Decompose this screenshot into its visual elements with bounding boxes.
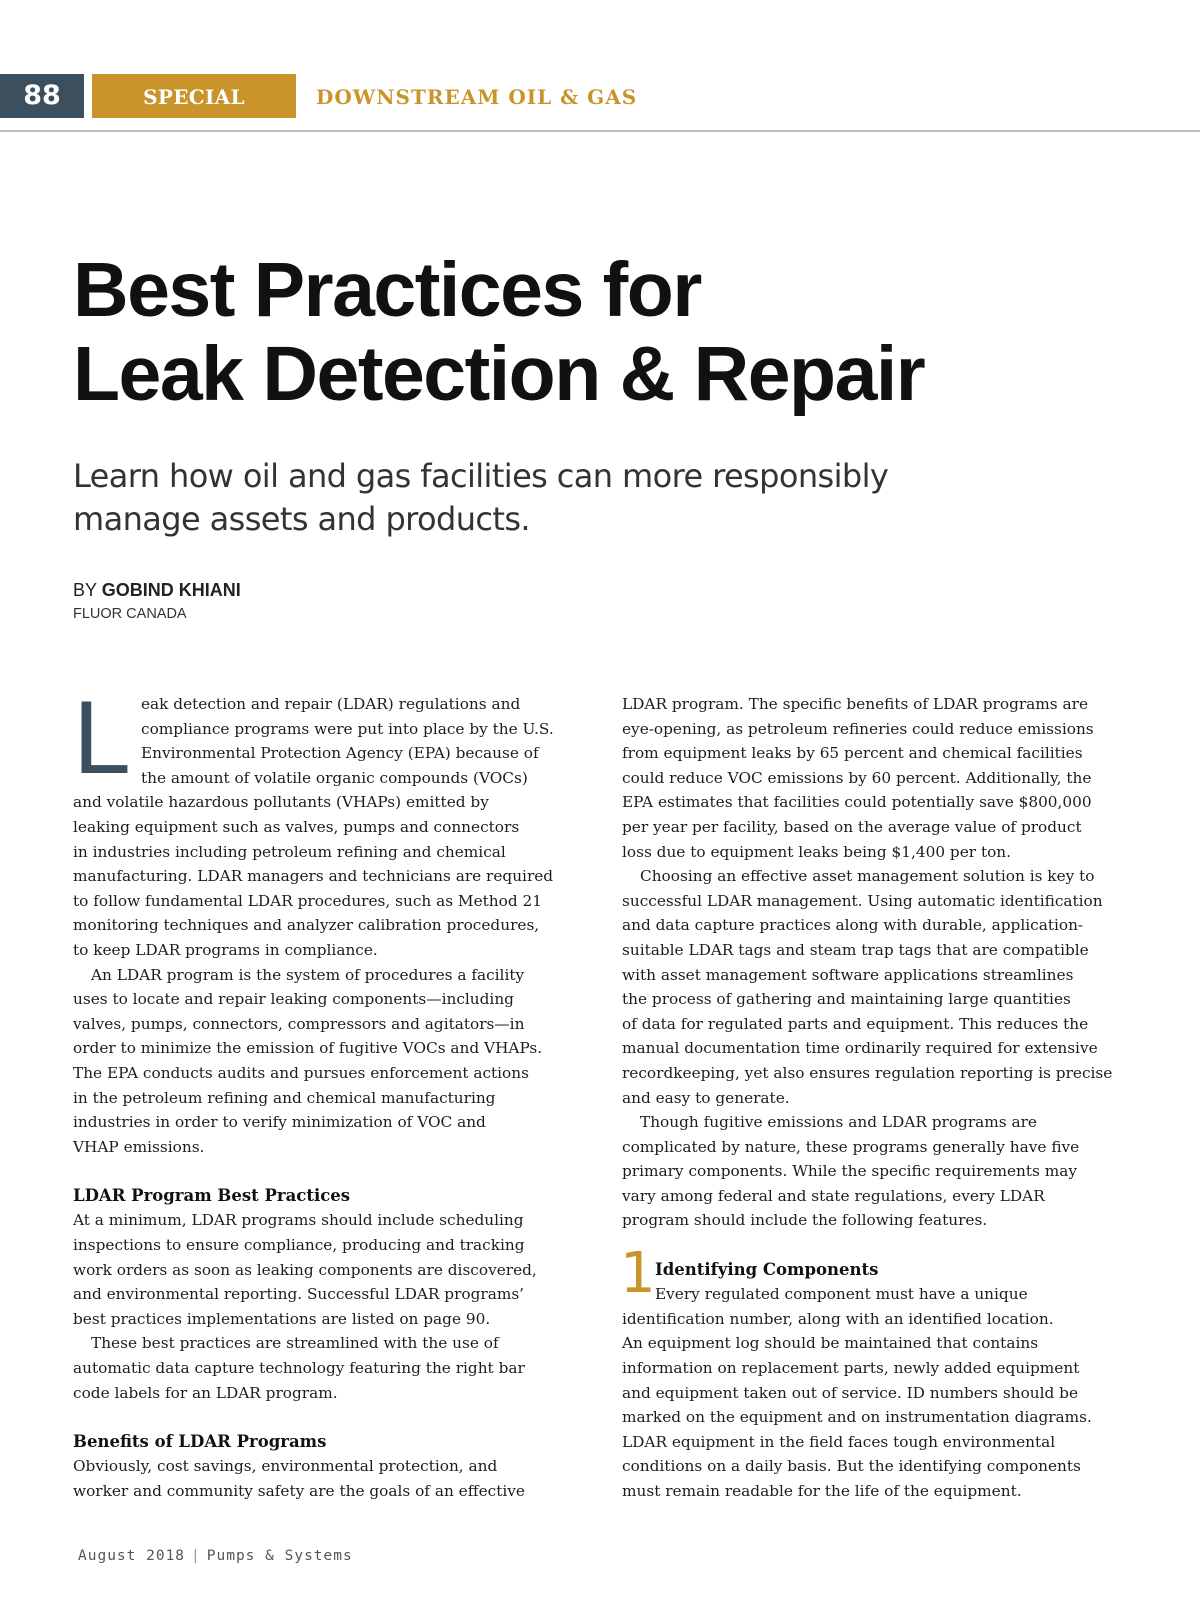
text-line: to keep LDAR programs in compliance. <box>73 940 378 959</box>
text-line: with asset management software applications streamlines <box>622 965 1074 984</box>
text-line: and environmental reporting. Successful LDAR programs’ <box>73 1285 525 1304</box>
text-line: Environmental Protection Agency (EPA) because of <box>141 744 539 763</box>
text-line: An equipment log should be maintained that contains <box>622 1334 1039 1353</box>
text-line: the amount of volatile organic compounds (VOCs) <box>141 768 528 787</box>
text-line: manufacturing. LDAR managers and technicians are required <box>73 867 554 886</box>
text-line: and easy to generate. <box>622 1088 790 1107</box>
text-line: could reduce VOC emissions by 60 percent. Additionally, the <box>622 768 1092 787</box>
author-name: GOBIND KHIANI <box>101 580 241 600</box>
text-line: The EPA conducts audits and pursues enforcement actions <box>73 1063 529 1082</box>
text-line: suitable LDAR tags and steam trap tags that are compatible <box>622 940 1089 959</box>
article-title-line: Best Practices for <box>73 247 701 333</box>
text-line: best practices implementations are listed on page 90. <box>73 1309 491 1328</box>
text-line: per year per facility, based on the average value of product <box>622 817 1082 836</box>
text-line: and volatile hazardous pollutants (VHAPs) emitted by <box>73 793 489 812</box>
text-line: primary components. While the specific requirements may <box>622 1162 1077 1181</box>
text-line: to follow fundamental LDAR procedures, such as Method 21 <box>73 891 542 910</box>
text-line: information on replacement parts, newly added equipment <box>622 1359 1080 1378</box>
text-line: vary among federal and state regulations, every LDAR <box>622 1186 1045 1205</box>
section-subhead: LDAR Program Best Practices <box>73 1185 351 1205</box>
article-title-line: Leak Detection & Repair <box>73 331 925 417</box>
text-line: in the petroleum refining and chemical manufacturing <box>73 1088 496 1107</box>
byline-prefix: BY <box>73 580 97 600</box>
article-title <box>73 248 1073 416</box>
right-column <box>622 692 1130 1504</box>
text-line: VHAP emissions. <box>73 1137 205 1156</box>
text-line: worker and community safety are the goals of an effective <box>73 1482 525 1500</box>
text-line: the process of gathering and maintaining large quantities <box>622 990 1071 1009</box>
author-affiliation: FLUOR CANADA <box>73 606 187 622</box>
text-line: An LDAR program is the system of procedures a facility <box>91 965 525 984</box>
text-line: eye-opening, as petroleum refineries could reduce emissions <box>622 719 1094 738</box>
text-line: of data for regulated parts and equipment. This reduces the <box>622 1014 1089 1033</box>
paragraph <box>73 1454 583 1503</box>
text-line: manual documentation time ordinarily required for extensive <box>622 1039 1098 1058</box>
text-line: Obviously, cost savings, environmental protection, and <box>73 1457 498 1476</box>
text-line: program should include the following features. <box>622 1211 988 1230</box>
text-line: conditions on a daily basis. But the identifying components <box>622 1457 1081 1476</box>
paragraph <box>73 963 583 1160</box>
paragraph <box>622 864 1130 1110</box>
text-line: Though fugitive emissions and LDAR programs are <box>640 1113 1037 1132</box>
text-line: and data capture practices along with durable, application- <box>622 916 1084 935</box>
section-name: DOWNSTREAM OIL & GAS <box>316 85 638 109</box>
text-line: LDAR equipment in the field faces tough environmental <box>622 1432 1056 1451</box>
text-line: monitoring techniques and analyzer calibration procedures, <box>73 916 540 935</box>
article-subtitle-line: Learn how oil and gas facilities can more responsibly <box>73 457 889 495</box>
section-number: 1 <box>620 1240 656 1306</box>
footer-separator: | <box>191 1548 201 1564</box>
publication-name: Pumps & Systems <box>206 1548 353 1564</box>
text-line: compliance programs were put into place by the U.S. <box>141 719 554 738</box>
text-line: These best practices are streamlined with the use of <box>91 1334 499 1353</box>
page-footer <box>78 1548 353 1564</box>
text-line: Every regulated component must have a unique <box>655 1285 1028 1304</box>
paragraph <box>622 692 1130 864</box>
text-line: code labels for an LDAR program. <box>73 1383 338 1402</box>
section-subhead: Identifying Components <box>655 1259 879 1279</box>
article-subtitle <box>73 455 973 541</box>
text-line: work orders as soon as leaking components are discovered, <box>73 1260 537 1279</box>
text-line: At a minimum, LDAR programs should include scheduling <box>73 1211 524 1230</box>
text-line: successful LDAR management. Using automatic identification <box>622 891 1103 910</box>
text-line: industries in order to verify minimization of VOC and <box>73 1113 486 1132</box>
byline <box>73 580 241 601</box>
text-line: leaking equipment such as valves, pumps and connectors <box>73 817 520 836</box>
paragraph <box>73 1208 583 1331</box>
text-line: complicated by nature, these programs generally have five <box>622 1137 1080 1156</box>
paragraph <box>73 1331 583 1405</box>
text-line: order to minimize the emission of fugitive VOCs and VHAPs. <box>73 1039 543 1058</box>
left-column <box>73 680 583 1504</box>
text-line: recordkeeping, yet also ensures regulation reporting is precise <box>622 1063 1113 1082</box>
text-line: marked on the equipment and on instrumentation diagrams. <box>622 1408 1092 1427</box>
numbered-section <box>620 1240 1130 1504</box>
text-line: EPA estimates that facilities could potentially save $800,000 <box>622 793 1092 812</box>
text-line: loss due to equipment leaks being $1,400 per ton. <box>622 842 1012 861</box>
text-line: identification number, along with an identified location. <box>622 1309 1054 1328</box>
page-number: 88 <box>0 74 84 118</box>
paragraph <box>622 1110 1130 1233</box>
text-line: inspections to ensure compliance, producing and tracking <box>73 1236 525 1255</box>
text-line: must remain readable for the life of the equipment. <box>622 1482 1022 1500</box>
text-line: LDAR program. The specific benefits of LDAR programs are <box>622 695 1089 713</box>
text-line: eak detection and repair (LDAR) regulations and <box>141 695 521 713</box>
text-line: from equipment leaks by 65 percent and chemical facilities <box>622 744 1083 763</box>
text-line: in industries including petroleum refining and chemical <box>73 842 506 861</box>
text-line: uses to locate and repair leaking components—including <box>73 990 514 1009</box>
section-subhead: Benefits of LDAR Programs <box>73 1431 327 1451</box>
text-line: and equipment taken out of service. ID numbers should be <box>622 1383 1079 1402</box>
text-line: Choosing an effective asset management solution is key to <box>640 867 1095 886</box>
text-line: valves, pumps, connectors, compressors and agitators—in <box>73 1014 525 1033</box>
text-line: automatic data capture technology featuring the right bar <box>73 1359 525 1378</box>
article-subtitle-line: manage assets and products. <box>73 500 530 538</box>
drop-cap: L <box>73 680 131 796</box>
issue-date: August 2018 <box>78 1548 186 1564</box>
special-report-label: SPECIAL REPORT <box>92 74 296 118</box>
opening-paragraph <box>73 680 583 963</box>
